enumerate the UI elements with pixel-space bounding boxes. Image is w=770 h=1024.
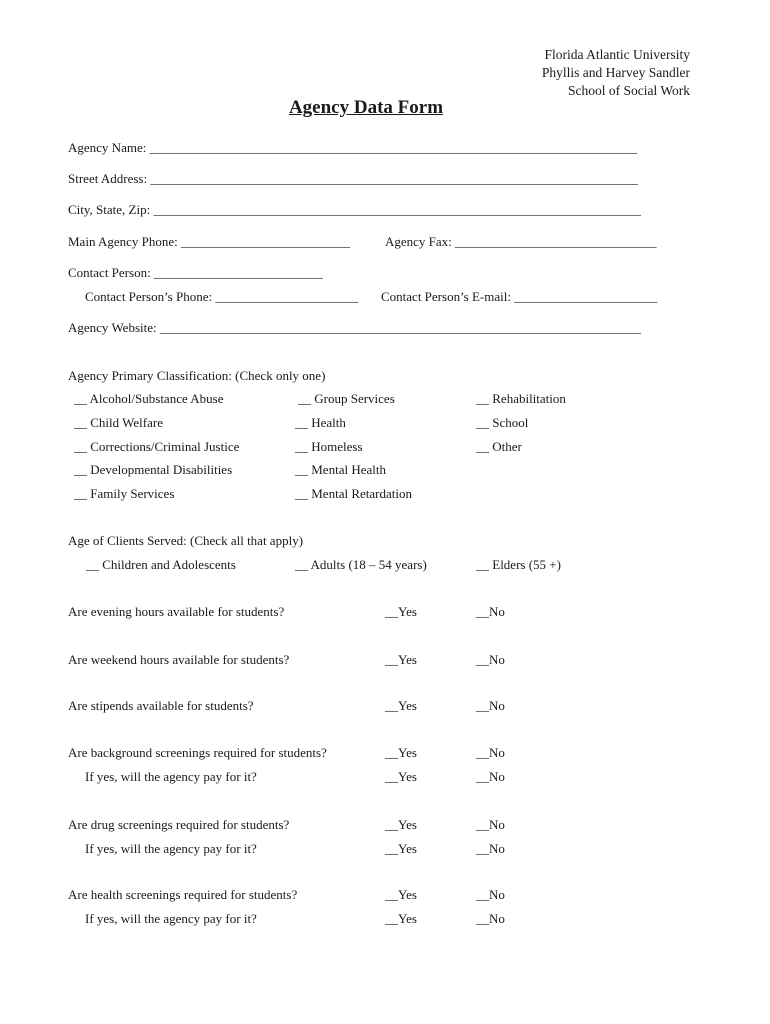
no-option[interactable]: __No [476,652,505,667]
no-option[interactable]: __No [476,887,505,902]
no-option[interactable]: __No [476,698,505,713]
contact-phone-field[interactable]: Contact Person’s Phone: ______________________ [85,289,359,304]
no-option[interactable]: __No [476,769,505,784]
no-option[interactable]: __No [476,911,505,926]
city-state-zip-field[interactable]: City, State, Zip: ___________________________________________________________________________ [68,202,641,217]
classification-option[interactable]: __ Homeless [295,439,363,454]
yes-option[interactable]: __Yes [385,817,417,832]
yes-option[interactable]: __Yes [385,911,417,926]
agency-fax-field[interactable]: Agency Fax: _______________________________ [385,234,657,249]
question-weekend-hours: Are weekend hours available for students? [68,652,290,667]
age-option-adults[interactable]: __ Adults (18 – 54 years) [295,557,427,572]
classification-option[interactable]: __ Rehabilitation [476,391,566,406]
school-name: School of Social Work [567,83,690,98]
agency-website-field[interactable]: Agency Website: __________________________________________________________________________ [68,320,641,335]
question-background-screening: Are background screenings required for students? [68,745,327,760]
question-drug-screening: Are drug screenings required for students? [68,817,290,832]
question-health-pay: If yes, will the agency pay for it? [85,911,257,926]
no-option[interactable]: __No [476,817,505,832]
school-sponsor-name: Phyllis and Harvey Sandler [541,65,690,80]
classification-option[interactable]: __ Other [476,439,522,454]
question-health-screening: Are health screenings required for students? [68,887,298,902]
no-option[interactable]: __No [476,841,505,856]
question-stipends: Are stipends available for students? [68,698,254,713]
classification-option[interactable]: __ Corrections/Criminal Justice [74,439,240,454]
yes-option[interactable]: __Yes [385,769,417,784]
classification-heading: Agency Primary Classification: (Check only one) [68,368,326,383]
classification-option[interactable]: __ Mental Retardation [295,486,412,501]
question-background-pay: If yes, will the agency pay for it? [85,769,257,784]
contact-person-field[interactable]: Contact Person: __________________________ [68,265,323,280]
main-agency-phone-field[interactable]: Main Agency Phone: __________________________ [68,234,351,249]
question-drug-pay: If yes, will the agency pay for it? [85,841,257,856]
form-title: Agency Data Form [288,97,444,118]
yes-option[interactable]: __Yes [385,745,417,760]
yes-option[interactable]: __Yes [385,887,417,902]
age-served-heading: Age of Clients Served: (Check all that apply) [68,533,304,548]
classification-option[interactable]: __ Family Services [74,486,175,501]
contact-email-field[interactable]: Contact Person’s E-mail: ______________________ [381,289,658,304]
no-option[interactable]: __No [476,604,505,619]
yes-option[interactable]: __Yes [385,698,417,713]
yes-option[interactable]: __Yes [385,604,417,619]
yes-option[interactable]: __Yes [385,841,417,856]
question-evening-hours: Are evening hours available for students? [68,604,285,619]
no-option[interactable]: __No [476,745,505,760]
classification-option[interactable]: __ Developmental Disabilities [74,462,233,477]
age-option-elders[interactable]: __ Elders (55 +) [476,557,561,572]
age-option-children[interactable]: __ Children and Adolescents [86,557,236,572]
classification-option[interactable]: __ Mental Health [295,462,386,477]
agency-name-field[interactable]: Agency Name: ___________________________________________________________________________ [68,140,638,155]
classification-option[interactable]: __ Group Services [298,391,395,406]
classification-option[interactable]: __ Child Welfare [74,415,163,430]
yes-option[interactable]: __Yes [385,652,417,667]
classification-option[interactable]: __ School [476,415,529,430]
classification-option[interactable]: __ Alcohol/Substance Abuse [74,391,224,406]
street-address-field[interactable]: Street Address: ___________________________________________________________________________ [68,171,638,186]
university-name: Florida Atlantic University [544,47,690,62]
classification-option[interactable]: __ Health [295,415,346,430]
